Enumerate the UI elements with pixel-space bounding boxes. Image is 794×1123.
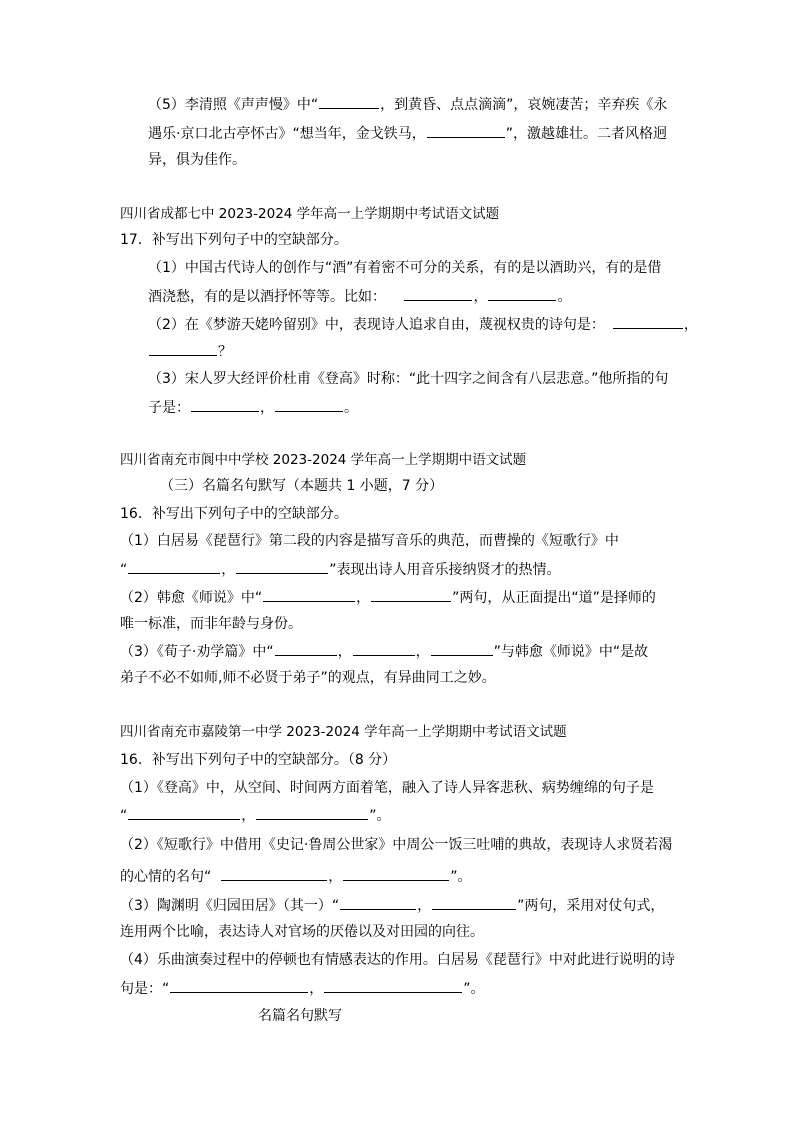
blank[interactable] (256, 805, 368, 820)
s1-text-e: 异，俱为佳作。 (148, 152, 246, 168)
blank[interactable] (319, 94, 379, 109)
blank[interactable] (275, 397, 343, 412)
comma: ， (260, 400, 274, 416)
s4-item-1-line-2 (120, 805, 391, 826)
s1-line-3 (148, 150, 246, 170)
s3-item-1-line-2 (120, 559, 561, 580)
s4-text: ”两句，采用对仗句式， (517, 898, 665, 914)
s1-line-2 (148, 123, 667, 144)
blank[interactable] (170, 978, 308, 993)
blank[interactable] (432, 895, 516, 910)
s2-item-3-line-1: （3）宋人罗大经评价杜甫《登高》时称：“此十四字之间含有八层悲意。”他所指的句 (148, 371, 669, 387)
blank[interactable] (263, 587, 355, 602)
blank[interactable] (236, 559, 328, 574)
s3-item-1-line-1: （1）白居易《琵琶行》第二段的内容是描写音乐的典范，而曹操的《短歌行》中 (120, 533, 619, 549)
s4-item-3-line-2: 连用两个比喻，表达诗人对官场的厌倦以及对田园的向往。 (120, 924, 484, 940)
comma: ， (337, 644, 352, 660)
blank[interactable] (149, 341, 217, 356)
question-title: 17．补写出下列句子中的空缺部分。 (120, 232, 348, 248)
blank[interactable] (324, 978, 462, 993)
comma: ， (356, 590, 371, 606)
question-title: 16．补写出下列句子中的空缺部分。（8 分） (120, 752, 397, 768)
s3-text: ”与韩愈《师说》中“是故 (493, 644, 649, 660)
blank[interactable] (431, 641, 493, 656)
source-title: 四川省南充市阆中中学校 2023-2024 学年高一上学期期中语文试题 (120, 452, 527, 468)
s1-line-1 (148, 94, 667, 115)
comma: ， (417, 898, 432, 914)
s1-text-a: （5）李清照《声声慢》中“ (148, 97, 319, 113)
blank[interactable] (221, 866, 327, 881)
s3-item-3-line-1 (120, 641, 648, 662)
s1-text-b: ，到黄昏、点点滴滴”，哀婉凄苦；辛弃疾《永 (380, 97, 668, 113)
comma: ， (415, 644, 430, 660)
comma: ， (328, 869, 343, 885)
s3-text: （3）《荀子·劝学篇》中“ (120, 644, 274, 660)
s4-item-4-line-1: （4）乐曲演奏过程中的停顿也有情感表达的作用。白居易《琵琶行》中对此进行说明的诗 (120, 952, 675, 968)
part-title: （三）名篇名句默写（本题共 1 小题，7 分） (160, 478, 444, 494)
blank[interactable] (488, 286, 556, 301)
comma: ， (473, 289, 488, 305)
comma: ， (683, 317, 698, 333)
s3-text: ”两句，从正面提出“道”是择师的 (452, 590, 656, 606)
s1-text-d: ”，激越雄壮。二者风格迥 (505, 126, 667, 142)
s4-text: ”。 (463, 981, 485, 997)
source-title: 四川省成都七中 2023-2024 学年高一上学期期中考试语文试题 (120, 206, 500, 222)
comma: ， (221, 562, 236, 578)
s2-item-1-line-2 (148, 286, 571, 307)
s4-item-2-line-1: （2）《短歌行》中借用《史记·鲁周公世家》中周公一饭三吐哺的典故，表现诗人求贤若渴 (120, 837, 673, 853)
s3-text: （2）韩愈《师说》中“ (120, 590, 263, 606)
s4-text: 的心情的名句“ (120, 869, 212, 885)
question-mark: ？ (218, 344, 232, 360)
blank[interactable] (340, 895, 416, 910)
s4-text: ”。 (450, 869, 472, 885)
period: 。 (344, 400, 358, 416)
s2-item-2-line-1 (148, 314, 698, 335)
comma: ， (241, 808, 256, 824)
source-title: 四川省南充市嘉陵第一中学 2023-2024 学年高一上学期期中考试语文试题 (120, 724, 567, 740)
footer-label: 名篇名句默写 (258, 1008, 342, 1024)
s2-text: 子是： (148, 400, 190, 416)
open-quote: “ (120, 562, 128, 578)
s4-text: 句是：“ (120, 981, 170, 997)
s4-item-4-line-2 (120, 978, 485, 999)
s2-text: 酒浇愁，有的是以酒抒怀等等。比如： (148, 289, 386, 305)
blank[interactable] (128, 805, 240, 820)
s3-item-3-line-2: 弟子不必不如师,师不必贤于弟子”的观点，有异曲同工之妙。 (120, 670, 496, 686)
blank[interactable] (613, 314, 683, 329)
s3-item-2-line-2: 唯一标准，而非年龄与身份。 (120, 616, 302, 632)
blank[interactable] (191, 397, 259, 412)
question-title: 16．补写出下列句子中的空缺部分。 (120, 506, 348, 522)
s4-item-3-line-1 (120, 895, 664, 916)
s4-text: ”。 (369, 808, 391, 824)
s2-item-2-line-2 (148, 341, 232, 362)
blank[interactable] (128, 559, 220, 574)
s4-item-1-line-1: （1）《登高》中，从空间、时间两方面着笔，融入了诗人异客悲秋、病势缠绵的句子是 (120, 780, 654, 796)
s3-text: ”表现出诗人用音乐接纳贤才的热情。 (329, 562, 561, 578)
blank[interactable] (353, 641, 415, 656)
s2-item-1-line-1: （1）中国古代诗人的创作与“酒”有着密不可分的关系，有的是以酒助兴，有的是借 (148, 260, 662, 276)
comma: ， (309, 981, 324, 997)
s2-text: （2）在《梦游天姥吟留别》中，表现诗人追求自由，蔑视权贵的诗句是： (148, 317, 605, 333)
s2-item-3-line-2 (148, 397, 358, 418)
period: 。 (557, 289, 572, 305)
s4-item-2-line-2 (120, 866, 472, 887)
s1-text-c: 遇乐·京口北古亭怀古》“想当年，金戈铁马， (148, 126, 426, 142)
blank[interactable] (371, 587, 451, 602)
s4-text: （3）陶渊明《归园田居》（其一）“ (120, 898, 340, 914)
blank[interactable] (404, 286, 472, 301)
blank[interactable] (427, 123, 505, 138)
s3-item-2-line-1 (120, 587, 656, 608)
blank[interactable] (343, 866, 449, 881)
open-quote: “ (120, 808, 128, 824)
blank[interactable] (275, 641, 337, 656)
